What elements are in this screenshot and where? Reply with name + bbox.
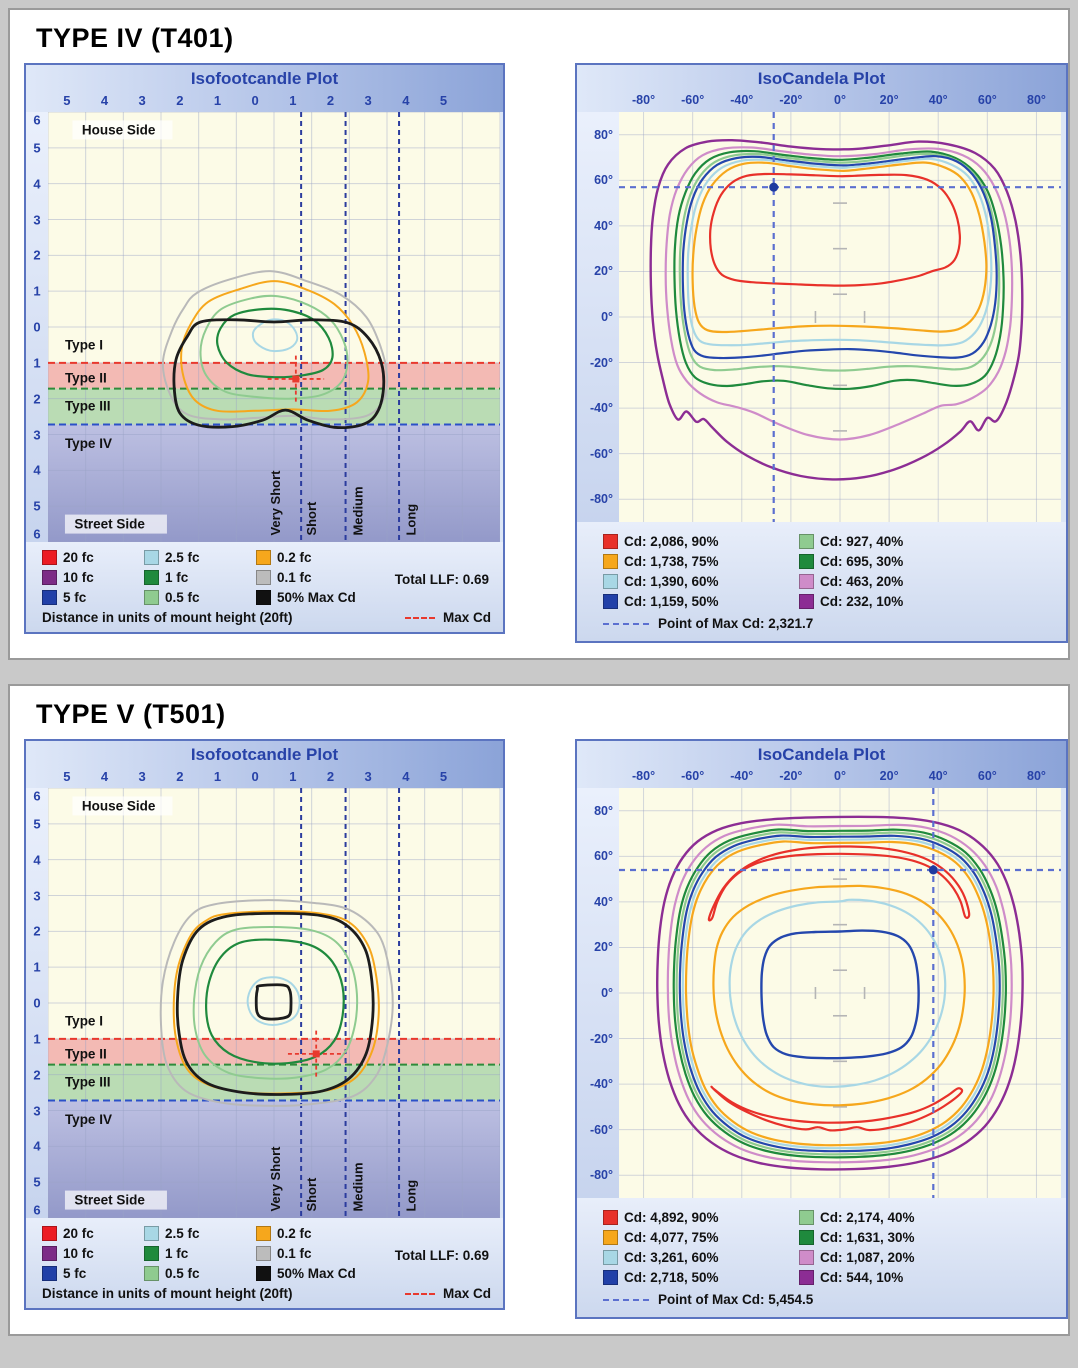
legend-label: Cd: 695, 30% — [820, 553, 904, 569]
max-cd-point-marker — [769, 183, 778, 192]
max-cd-marker — [313, 1050, 320, 1057]
plot-label: Short — [303, 501, 319, 536]
max-cd-point-dash-icon — [603, 623, 649, 625]
plot-label: Type I — [64, 1013, 103, 1029]
axis-tick: 2 — [326, 769, 335, 784]
legend-item — [42, 1226, 144, 1241]
max-cd-label: Max Cd — [443, 610, 492, 625]
legend-label: Cd: 1,087, 20% — [820, 1249, 915, 1265]
plot-area — [619, 112, 1061, 522]
legend-label: 0.1 fc — [277, 1245, 312, 1261]
legend-item — [603, 554, 799, 569]
axis-tick: 0 — [251, 769, 259, 784]
axis-tick: 3 — [33, 427, 41, 442]
plot-label: Medium — [350, 1162, 366, 1212]
isofootcandle-legend — [26, 1218, 503, 1308]
legend-label: 1 fc — [165, 569, 189, 585]
isocandela-y-axis — [577, 112, 619, 522]
legend-swatch-icon — [42, 1266, 57, 1281]
legend-swatch-icon — [144, 570, 159, 585]
isofootcandle-legend — [26, 542, 503, 632]
axis-tick: -60° — [681, 769, 705, 783]
legend-label: 2.5 fc — [165, 549, 200, 565]
axis-tick: 3 — [33, 212, 41, 227]
total-llf: Total LLF: 0.69 — [394, 1248, 490, 1263]
axis-tick: 60° — [594, 849, 614, 864]
axis-tick: 6 — [33, 1202, 41, 1218]
axis-tick: 0 — [33, 319, 41, 335]
plot-label: Street Side — [74, 1192, 145, 1208]
axis-tick: 5 — [439, 93, 448, 108]
isofootcandle-title: Isofootcandle Plot — [190, 745, 339, 764]
legend-swatch-icon — [799, 574, 814, 589]
isofootcandle-canvas — [48, 788, 500, 1218]
axis-tick: 40° — [928, 93, 948, 107]
isofootcandle-plot — [24, 63, 505, 634]
plot-label: Type II — [64, 1046, 107, 1062]
legend-label: 20 fc — [63, 549, 94, 565]
legend-item — [256, 1266, 428, 1281]
plot-label: Type III — [64, 1074, 111, 1090]
axis-tick: 5 — [33, 816, 41, 832]
legend-item — [144, 1246, 256, 1261]
isocandela-title: IsoCandela Plot — [757, 745, 886, 764]
legend-label: 0.5 fc — [165, 1265, 200, 1281]
plot-label: Type II — [64, 370, 107, 386]
legend-label: 2.5 fc — [165, 1225, 200, 1241]
legend-item — [144, 570, 256, 585]
max-cd-key — [405, 1286, 491, 1301]
axis-tick: 1 — [33, 959, 41, 975]
axis-tick: 80° — [1027, 769, 1046, 783]
point-of-max-cd-label: Point of Max Cd: 2,321.7 — [658, 616, 814, 631]
legend-swatch-icon — [799, 1230, 814, 1245]
plots-row — [10, 739, 1068, 1334]
isofootcandle-x-axis — [48, 769, 500, 788]
isocandela-plot — [575, 63, 1068, 643]
legend-item — [603, 1230, 799, 1245]
legend-label: 20 fc — [63, 1225, 94, 1241]
legend-swatch-icon — [799, 1270, 814, 1285]
legend-label: Cd: 2,718, 50% — [624, 1269, 719, 1285]
isocandela-title: IsoCandela Plot — [757, 69, 886, 88]
legend-item — [603, 1270, 799, 1285]
legend-label: Cd: 1,738, 75% — [624, 553, 719, 569]
axis-tick: 1 — [33, 355, 41, 371]
plot-label: Street Side — [74, 516, 145, 532]
isocandela-plot — [575, 739, 1068, 1319]
legend-item — [799, 1230, 1058, 1245]
axis-tick: 0 — [33, 995, 41, 1011]
legend-swatch-icon — [42, 590, 57, 605]
axis-tick: 20° — [879, 93, 899, 107]
axis-tick: 3 — [33, 888, 41, 903]
axis-tick: -80° — [632, 93, 656, 107]
legend-swatch-icon — [256, 590, 271, 605]
isofootcandle-y-axis — [26, 788, 48, 1218]
plot-body — [577, 788, 1066, 1198]
axis-tick: 1 — [213, 769, 222, 784]
legend-label: Cd: 3,261, 60% — [624, 1249, 719, 1265]
axis-tick: 2 — [176, 93, 184, 108]
plot-area — [619, 788, 1061, 1198]
legend-label: Cd: 927, 40% — [820, 533, 904, 549]
isocandela-x-axis — [619, 769, 1061, 788]
panel-title: TYPE V (T501) — [36, 699, 226, 729]
legend-label: 5 fc — [63, 589, 87, 605]
axis-tick: -80° — [632, 769, 656, 783]
axis-tick: 4 — [100, 93, 109, 108]
legend-swatch-icon — [144, 1266, 159, 1281]
axis-tick: 80° — [594, 127, 614, 142]
axis-tick: 6 — [33, 788, 41, 804]
axis-tick: -20° — [779, 769, 803, 783]
axis-tick: 3 — [364, 769, 372, 784]
legend-label: Cd: 232, 10% — [820, 593, 904, 609]
plot-label: Medium — [350, 486, 366, 536]
axis-tick: 4 — [402, 93, 410, 108]
panel-title: TYPE IV (T401) — [36, 23, 234, 53]
legend-swatch-icon — [256, 1266, 271, 1281]
legend-item — [799, 1210, 1058, 1225]
axis-tick: 4 — [100, 769, 109, 784]
axis-tick: 6 — [33, 112, 41, 128]
legend-label: 5 fc — [63, 1265, 87, 1281]
max-cd-point-marker — [929, 866, 938, 875]
legend-label: 0.1 fc — [277, 569, 312, 585]
legend-item — [42, 1246, 144, 1261]
axis-tick: 0 — [251, 93, 259, 108]
axis-tick: 2 — [33, 391, 41, 407]
axis-tick: -80° — [589, 492, 614, 507]
axis-tick: -20° — [589, 355, 614, 370]
axis-tick: 1 — [33, 1031, 41, 1047]
legend-swatch-icon — [144, 1246, 159, 1261]
legend-swatch-icon — [799, 554, 814, 569]
legend-label: Cd: 1,159, 50% — [624, 593, 719, 609]
plot-label: Type IV — [64, 435, 112, 451]
legend-label: 10 fc — [63, 1245, 94, 1261]
axis-tick: -60° — [589, 446, 614, 461]
axis-tick: 1 — [213, 93, 222, 108]
legend-label: Cd: 463, 20% — [820, 573, 904, 589]
axis-tick: 20° — [594, 264, 614, 279]
plot-label: House Side — [81, 122, 156, 138]
axis-tick: -20° — [589, 1031, 614, 1046]
legend-item — [799, 534, 1058, 549]
axis-tick: -60° — [589, 1122, 614, 1137]
axis-tick: 4 — [33, 176, 41, 192]
axis-tick: 60° — [977, 769, 997, 783]
axis-tick: 3 — [138, 93, 146, 108]
plot-header — [26, 741, 503, 788]
panel-type-v — [8, 684, 1070, 1336]
total-llf: Total LLF: 0.69 — [394, 572, 490, 587]
legend-label: Cd: 1,631, 30% — [820, 1229, 915, 1245]
axis-tick: 6 — [33, 526, 41, 542]
legend-label: Cd: 4,892, 90% — [624, 1209, 719, 1225]
legend-swatch-icon — [603, 1250, 618, 1265]
legend-swatch-icon — [603, 1210, 618, 1225]
legend-swatch-icon — [603, 1270, 618, 1285]
axis-tick: 0° — [601, 310, 614, 324]
plot-header — [577, 65, 1066, 112]
axis-tick: 1 — [289, 769, 297, 784]
isocandela-y-axis — [577, 788, 619, 1198]
axis-tick: 0° — [834, 93, 846, 107]
axis-tick: 60° — [977, 93, 997, 107]
axis-tick: 40° — [594, 894, 614, 909]
plot-body — [577, 112, 1066, 522]
legend-item — [144, 550, 256, 565]
point-of-max-cd — [603, 616, 1058, 631]
legend-swatch-icon — [42, 1246, 57, 1261]
plot-label: Very Short — [267, 1146, 283, 1212]
axis-tick: 5 — [33, 1174, 41, 1190]
legend-swatch-icon — [256, 1246, 271, 1261]
plot-label: Type IV — [64, 1111, 112, 1127]
legend-item — [799, 1270, 1058, 1285]
axis-tick: 3 — [138, 769, 146, 784]
legend-swatch-icon — [144, 590, 159, 605]
legend-swatch-icon — [799, 534, 814, 549]
max-cd-marker — [292, 375, 299, 382]
legend-label: 0.5 fc — [165, 589, 200, 605]
legend-item — [799, 1250, 1058, 1265]
legend-item — [256, 590, 428, 605]
legend-item — [256, 1226, 428, 1241]
legend-item — [799, 574, 1058, 589]
max-cd-point-dash-icon — [603, 1299, 649, 1301]
legend-swatch-icon — [603, 554, 618, 569]
legend-swatch-icon — [603, 534, 618, 549]
axis-tick: -20° — [779, 93, 803, 107]
legend-swatch-icon — [603, 1230, 618, 1245]
plot-header — [26, 65, 503, 112]
axis-tick: 80° — [1027, 93, 1046, 107]
legend-footer — [42, 610, 495, 625]
plot-label: Very Short — [267, 470, 283, 536]
isocandela-legend — [577, 522, 1066, 641]
legend-item — [799, 554, 1058, 569]
isocandela-legend — [577, 1198, 1066, 1317]
legend-label: Cd: 1,390, 60% — [624, 573, 719, 589]
legend-items — [603, 531, 1058, 611]
legend-item — [603, 1250, 799, 1265]
axis-tick: 4 — [33, 1138, 41, 1154]
max-cd-key — [405, 610, 491, 625]
axis-tick: 20° — [594, 940, 614, 955]
panel-type-iv — [8, 8, 1070, 660]
isofootcandle-y-axis — [26, 112, 48, 542]
legend-item — [42, 570, 144, 585]
legend-swatch-icon — [256, 570, 271, 585]
legend-item — [603, 594, 799, 609]
legend-item — [144, 1266, 256, 1281]
axis-tick: 40° — [594, 218, 614, 233]
legend-swatch-icon — [42, 1226, 57, 1241]
legend-item — [42, 550, 144, 565]
legend-label: Cd: 544, 10% — [820, 1269, 904, 1285]
plots-row — [10, 63, 1068, 658]
legend-item — [603, 574, 799, 589]
legend-item — [42, 1266, 144, 1281]
max-cd-label: Max Cd — [443, 1286, 492, 1301]
axis-tick: 2 — [33, 247, 41, 263]
axis-tick: 5 — [63, 93, 71, 108]
point-of-max-cd — [603, 1292, 1058, 1307]
legend-swatch-icon — [42, 570, 57, 585]
isocandela-canvas — [619, 788, 1061, 1198]
axis-tick: -40° — [730, 93, 754, 107]
isocandela-canvas — [619, 112, 1061, 522]
legend-label: 0.2 fc — [277, 1225, 312, 1241]
axis-tick: 5 — [33, 140, 41, 156]
plot-body — [26, 112, 503, 542]
plot-area — [48, 112, 500, 542]
legend-item — [799, 594, 1058, 609]
plot-label: Type III — [64, 398, 111, 414]
legend-item — [144, 590, 256, 605]
axis-tick: 3 — [33, 1103, 41, 1118]
legend-swatch-icon — [603, 574, 618, 589]
point-of-max-cd-label: Point of Max Cd: 5,454.5 — [658, 1292, 814, 1307]
axis-tick: 4 — [33, 462, 41, 478]
legend-swatch-icon — [144, 1226, 159, 1241]
legend-swatch-icon — [256, 550, 271, 565]
plot-area — [48, 788, 500, 1218]
axis-tick: 0° — [601, 986, 614, 1000]
isofootcandle-canvas — [48, 112, 500, 542]
legend-item — [256, 550, 428, 565]
legend-label: Cd: 2,174, 40% — [820, 1209, 915, 1225]
legend-label: Cd: 4,077, 75% — [624, 1229, 719, 1245]
axis-tick: 4 — [402, 769, 410, 784]
axis-tick: -40° — [589, 1077, 614, 1092]
max-cd-dash-icon — [405, 617, 435, 619]
legend-item — [42, 590, 144, 605]
legend-footer — [42, 1286, 495, 1301]
legend-label: 10 fc — [63, 569, 94, 585]
axis-tick: 4 — [33, 852, 41, 868]
legend-label: 50% Max Cd — [277, 1265, 356, 1281]
legend-item — [144, 1226, 256, 1241]
legend-swatch-icon — [799, 594, 814, 609]
axis-tick: -40° — [730, 769, 754, 783]
axis-tick: 2 — [326, 93, 335, 108]
axis-tick: 80° — [594, 803, 614, 818]
plot-label: Type I — [64, 337, 103, 353]
plot-header — [577, 741, 1066, 788]
legend-items — [603, 1207, 1058, 1287]
axis-tick: 2 — [33, 1067, 41, 1083]
distance-units-note: Distance in units of mount height (20ft) — [42, 1286, 293, 1301]
axis-tick: 1 — [289, 93, 297, 108]
axis-tick: -60° — [681, 93, 705, 107]
plot-label: Long — [403, 1179, 419, 1212]
plot-label: Short — [303, 1177, 319, 1212]
plot-label: Long — [403, 503, 419, 536]
axis-tick: 2 — [33, 923, 41, 939]
axis-tick: 3 — [364, 93, 372, 108]
isofootcandle-title: Isofootcandle Plot — [190, 69, 339, 88]
legend-label: Cd: 2,086, 90% — [624, 533, 719, 549]
axis-tick: 60° — [594, 173, 614, 188]
axis-tick: 5 — [33, 498, 41, 514]
max-cd-dash-icon — [405, 1293, 435, 1295]
axis-tick: -80° — [589, 1168, 614, 1183]
isofootcandle-x-axis — [48, 93, 500, 112]
legend-label: 0.2 fc — [277, 549, 312, 565]
legend-swatch-icon — [799, 1210, 814, 1225]
distance-units-note: Distance in units of mount height (20ft) — [42, 610, 293, 625]
legend-item — [603, 534, 799, 549]
legend-swatch-icon — [603, 594, 618, 609]
plot-label: House Side — [81, 798, 156, 814]
axis-tick: 0° — [834, 769, 846, 783]
axis-tick: 1 — [33, 283, 41, 299]
axis-tick: 5 — [439, 769, 448, 784]
isocandela-x-axis — [619, 93, 1061, 112]
legend-swatch-icon — [799, 1250, 814, 1265]
plot-body — [26, 788, 503, 1218]
legend-swatch-icon — [42, 550, 57, 565]
axis-tick: 20° — [879, 769, 899, 783]
axis-tick: 2 — [176, 769, 184, 784]
legend-swatch-icon — [144, 550, 159, 565]
axis-tick: 40° — [928, 769, 948, 783]
axis-tick: 5 — [63, 769, 71, 784]
axis-tick: -40° — [589, 401, 614, 416]
legend-item — [603, 1210, 799, 1225]
legend-label: 50% Max Cd — [277, 589, 356, 605]
isofootcandle-plot — [24, 739, 505, 1310]
legend-label: 1 fc — [165, 1245, 189, 1261]
legend-swatch-icon — [256, 1226, 271, 1241]
